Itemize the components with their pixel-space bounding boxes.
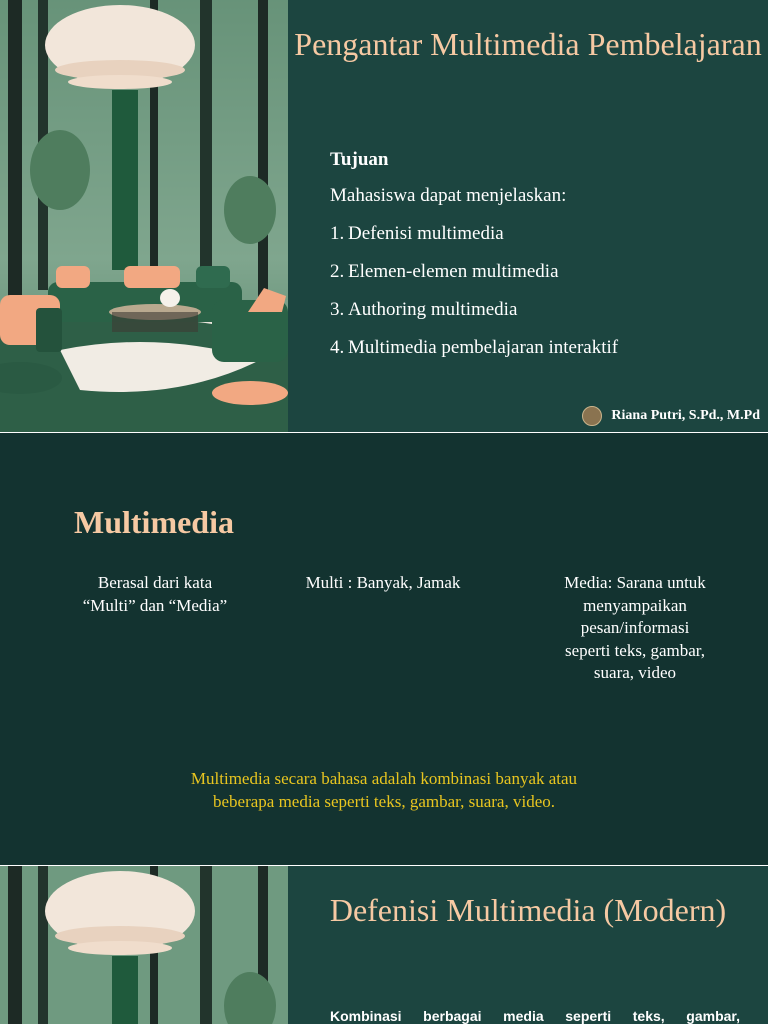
interior-photo xyxy=(0,866,288,1024)
list-item xyxy=(330,296,750,324)
objectives-intro: Mahasiswa dapat menjelaskan: xyxy=(330,185,567,206)
circle-icon xyxy=(582,406,602,426)
author-name: Riana Putri, S.Pd., M.Pd xyxy=(611,408,760,423)
slide-title: Defenisi Multimedia (Modern) xyxy=(329,892,727,928)
list-text: Authoring multimedia xyxy=(348,299,518,320)
slide-title: Pengantar Multimedia Pembelajaran xyxy=(294,26,762,62)
list-text: Defenisi multimedia xyxy=(348,223,504,244)
list-number: 2. xyxy=(330,261,345,282)
list-item xyxy=(330,258,750,286)
slide-1 xyxy=(0,0,768,432)
author xyxy=(582,406,760,426)
list-number: 3. xyxy=(330,299,345,320)
list-text: Elemen-elemen multimedia xyxy=(348,261,559,282)
objectives-list xyxy=(330,220,750,362)
objectives-heading: Tujuan xyxy=(330,149,389,170)
list-item xyxy=(330,220,750,248)
interior-photo xyxy=(0,0,288,432)
list-item xyxy=(330,334,750,362)
list-number: 4. xyxy=(330,337,345,358)
definition-column: Media: Sarana untuk menyampaikan pesan/informasi seperti teks, gambar, suara, video xyxy=(564,573,706,682)
definition-text: Kombinasi berbagai media seperti teks, gambar, xyxy=(330,1008,740,1024)
objectives xyxy=(330,146,750,372)
slide-3 xyxy=(0,866,768,1024)
summary-text: Multimedia secara bahasa adalah kombinasi banyak atau beberapa media seperti teks, gambar, suara, video. xyxy=(190,769,578,811)
slide-title: Multimedia xyxy=(74,504,234,540)
definition-column: Berasal dari kata “Multi” dan “Media” xyxy=(82,573,228,615)
list-text: Multimedia pembelajaran interaktif xyxy=(348,337,619,358)
list-number: 1. xyxy=(330,223,345,244)
definition-column: Multi : Banyak, Jamak xyxy=(305,573,461,592)
